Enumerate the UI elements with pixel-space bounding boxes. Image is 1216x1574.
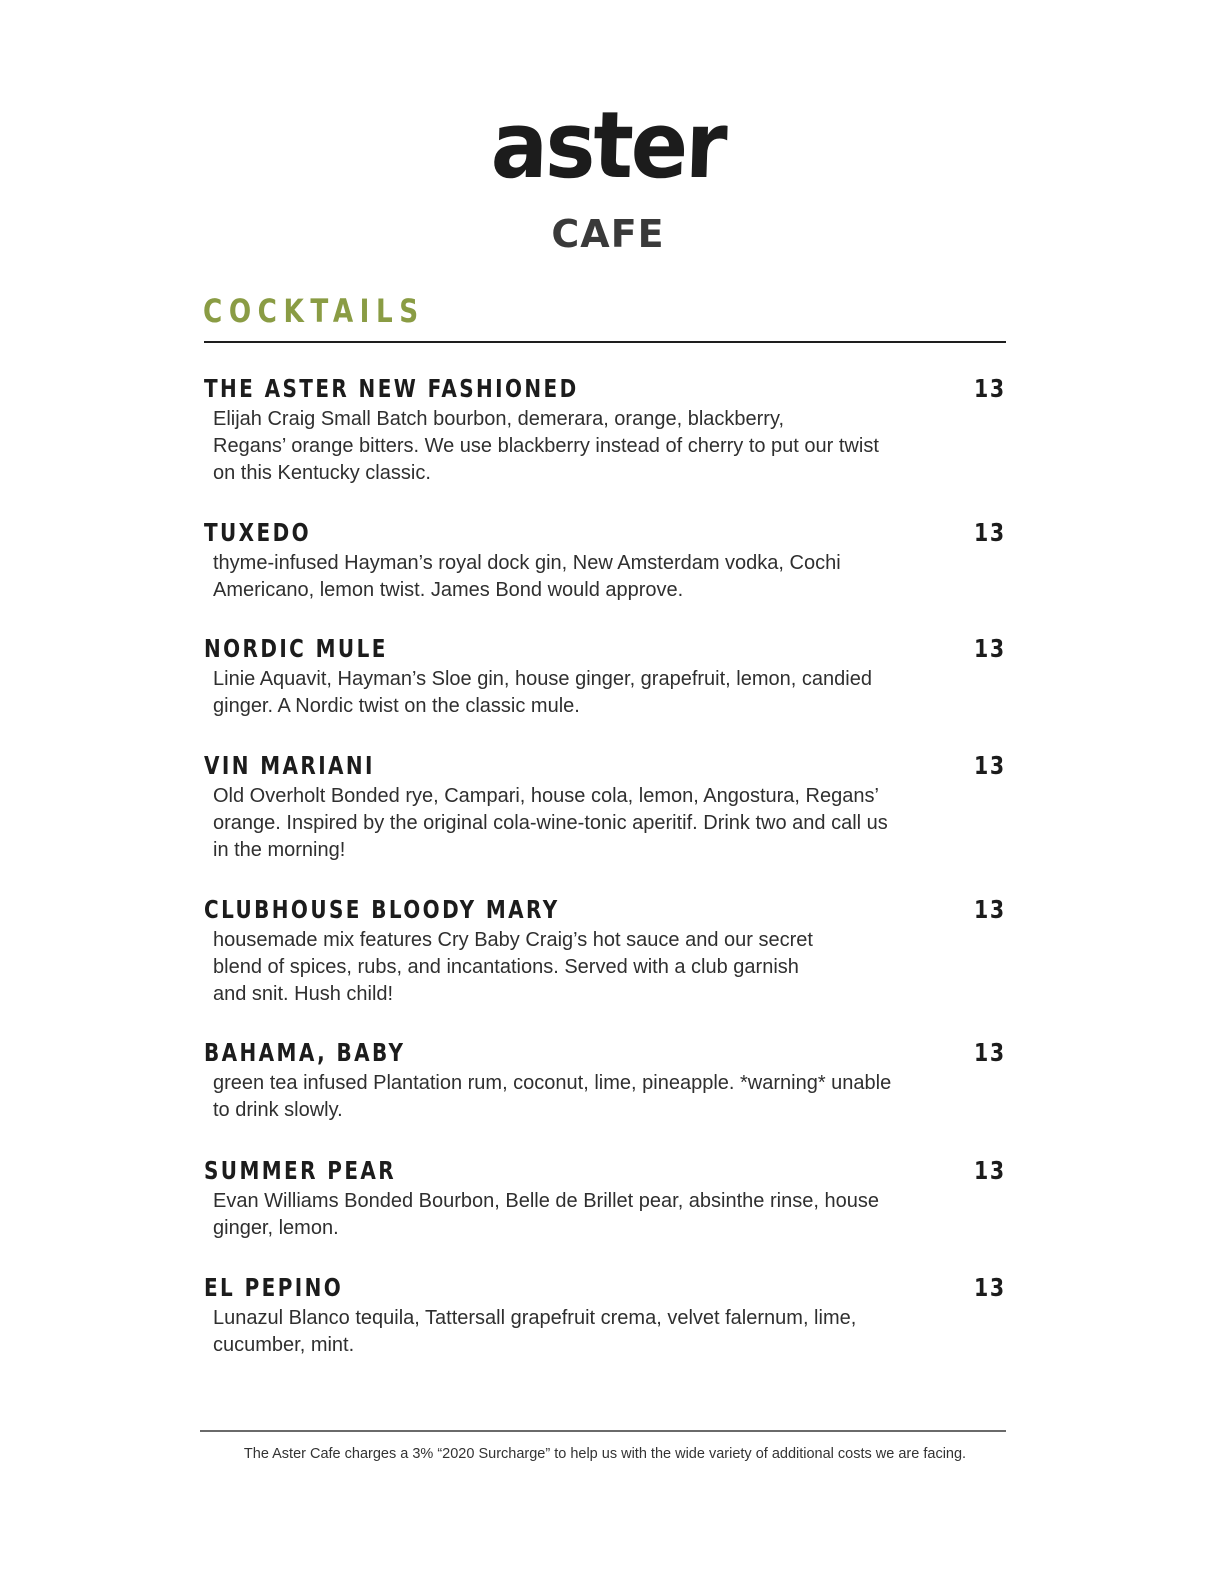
item-price: 13 xyxy=(974,1273,1006,1302)
item-name: EL PEPINO xyxy=(204,1273,344,1302)
footer-divider xyxy=(200,1430,1006,1432)
menu-item xyxy=(204,1271,1006,1361)
item-name: THE ASTER NEW FASHIONED xyxy=(204,374,579,403)
section-title: COCKTAILS xyxy=(203,292,425,330)
item-description: Lunazul Blanco tequila, Tattersall grapefruit crema, velvet falernum, lime, cucumber, mint. xyxy=(213,1307,857,1356)
item-name: CLUBHOUSE BLOODY MARY xyxy=(204,895,560,924)
brand-logo xyxy=(0,92,1216,256)
item-description: Linie Aquavit, Hayman’s Sloe gin, house ginger, grapefruit, lemon, candied ginger. A Nordic twist on the classic mule. xyxy=(213,668,872,717)
item-description: Old Overholt Bonded rye, Campari, house cola, lemon, Angostura, Regans’ orange. Inspired by the original cola-wine-tonic aperitif. Drink two and call us in the morning! xyxy=(213,785,888,861)
brand-name: aster xyxy=(489,92,727,199)
menu-item xyxy=(204,1154,1006,1271)
item-price: 13 xyxy=(974,634,1006,663)
menu-item xyxy=(204,749,1006,893)
item-price: 13 xyxy=(974,751,1006,780)
item-description: Elijah Craig Small Batch bourbon, demerara, orange, blackberry, Regans’ orange bitters. We use blackberry instead of cherry to put our twist on this Kentucky classic. xyxy=(213,408,879,484)
brand-subtitle: CAFE xyxy=(551,212,665,256)
item-price: 13 xyxy=(974,895,1006,924)
menu-item xyxy=(204,893,1006,1036)
item-name: BAHAMA, BABY xyxy=(204,1038,406,1067)
menu-item xyxy=(204,632,1006,749)
item-price: 13 xyxy=(974,374,1006,403)
item-price: 13 xyxy=(974,1038,1006,1067)
item-name: SUMMER PEAR xyxy=(204,1156,397,1185)
item-description: thyme-infused Hayman’s royal dock gin, New Amsterdam vodka, Cochi Americano, lemon twist. James Bond would approve. xyxy=(213,552,841,601)
menu-item xyxy=(204,372,1006,516)
item-description: Evan Williams Bonded Bourbon, Belle de Brillet pear, absinthe rinse, house ginger, lemon. xyxy=(213,1190,879,1239)
item-description: housemade mix features Cry Baby Craig’s hot sauce and our secret blend of spices, rubs, and incantations. Served with a club garnish and snit. Hush child! xyxy=(213,929,813,1005)
item-price: 13 xyxy=(974,1156,1006,1185)
menu-items xyxy=(204,372,1006,1361)
menu-item xyxy=(204,1036,1006,1154)
item-name: TUXEDO xyxy=(204,518,311,547)
item-price: 13 xyxy=(974,518,1006,547)
item-name: VIN MARIANI xyxy=(204,751,375,780)
item-description: green tea infused Plantation rum, coconut, lime, pineapple. *warning* unable to drink slowly. xyxy=(213,1072,892,1121)
item-name: NORDIC MULE xyxy=(204,634,388,663)
section-divider xyxy=(204,341,1006,343)
menu-item xyxy=(204,516,1006,632)
surcharge-note: The Aster Cafe charges a 3% “2020 Surcharge” to help us with the wide variety of additional costs we are facing. xyxy=(243,1446,967,1462)
